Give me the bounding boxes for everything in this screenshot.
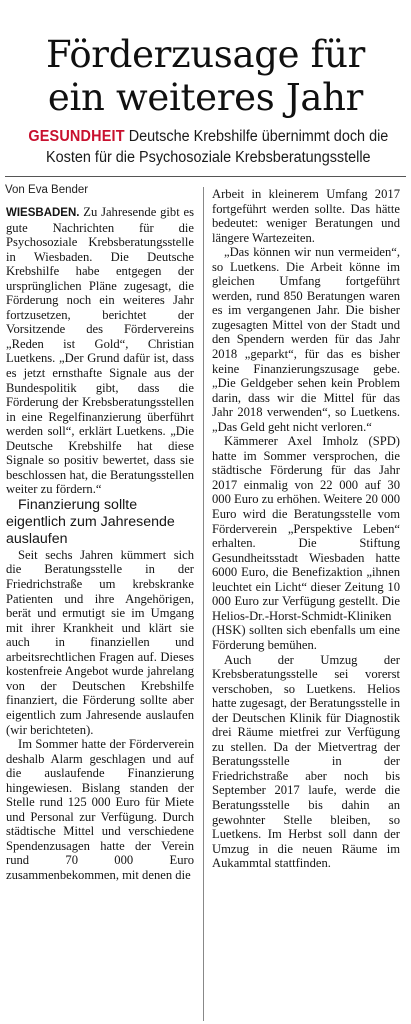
headline-line-1: Förderzusage für: [45, 32, 365, 76]
paragraph: Arbeit in kleinerem Umfang 2017 fortgeführt werden sollte. Das hätte bedeutet: weniger Beratungen und längere Wartezeiten.: [212, 187, 400, 245]
author-byline: Von Eva Bender: [5, 184, 89, 196]
headline: [0, 33, 411, 119]
rubric-label: GESUNDHEIT: [28, 128, 125, 145]
dateline: WIESBADEN.: [6, 207, 80, 219]
paragraph-text: Zu Jahresende gibt es gute Nachrichten für die Psychosoziale Krebsberatungsstelle in Wiesbaden. Die Deutsche Krebshilfe habe entgegen der ursprünglichen Pläne zugesagt, die Förderung noch ein weiteres Jahr fortzusetzen, berichtet der Vorsitzende des Fördervereins „Reden ist Gold“, Christian Luetkens. „Der Grund dafür ist, dass es jetzt ernsthafte Signale aus der Bundespolitik gibt, dass die Förderung der Krebsberatungsstellen in eine Regelfinanzierung überführt werden soll“, erklärt Luetkens. „Die Deutsche Krebshilfe hat diese Signale so positiv bewertet, dass sie beschlossen hat, die Beratungsstellen weiter zu fördern.“: [6, 205, 194, 497]
article-column-1: [6, 205, 194, 883]
divider-rule: [5, 176, 406, 177]
paragraph: Auch der Umzug der Krebsberatungsstelle sei vorerst verschoben, so Luetkens. Helios hatte zugesagt, der Beratungsstelle in der Deutschen Klinik für Diagnostik drei Räume mietfrei zur Verfügung zu stellen. Da der Mietvertrag der Beratungsstelle in der Friedrichstraße aber noch bis September 2017 laufe, werde die Beratungsstelle bis dahin an gewohnter Stelle bleiben, so Luetkens. Im Herbst soll dann der Umzug in die neuen Räume im Aukammtal stattfinden.: [212, 652, 400, 871]
column-divider: [203, 187, 204, 1021]
paragraph: Im Sommer hatte der Förderverein deshalb Alarm geschlagen und auf die auslaufende Finanzierung hingewiesen. Bislang standen der Stelle rund 125 000 Euro für Miete und Personal zur Verfügung. Durch städtische Mittel und verschiedene Spendenzusagen hatte der Verein rund 70 000 Euro zusammenbekommen, mit denen die: [6, 737, 194, 882]
subheading: Finanzierung sollte eigentlich zum Jahresende auslaufen: [6, 496, 175, 547]
paragraph: Kämmerer Axel Imholz (SPD) hatte im Sommer versprochen, die städtische Förderung für das Jahr 2017 einmalig von 22 000 auf 30 000 Euro zu erhöhen. Weitere 20 000 Euro wird die Beratungsstelle vom Förderverein „Perspektive Leben“ erhalten. Die Stiftung Gesundheitsstadt Wiesbaden hatte 6000 Euro, die Benefizaktion „ihnen leuchtet ein Licht“ dieser Zeitung 10 000 Euro zur Verfügung gestellt. Die Helios-Dr.-Horst-Schmidt-Kliniken (HSK) sollten sich ebenfalls um eine Förderung bemühen.: [212, 434, 400, 652]
paragraph: [6, 205, 194, 497]
article-column-2: [212, 187, 400, 871]
paragraph: Seit sechs Jahren kümmert sich die Beratungsstelle in der Friedrichstraße um krebskranke Patienten und ihre Angehörigen, berät und ermutigt sie im Umgang mit ihrer Krankheit und klärt sie auch in finanziellen und arbeitsrechtlichen Fragen auf. Dieses kostenfreie Angebot wurde jahrelang von der Deutschen Krebshilfe finanziert, die Förderung sollte aber eigentlich zum Jahresende auslaufen (wir berichteten).: [6, 547, 194, 737]
subheadline: [20, 126, 397, 168]
subheadline-text: Deutsche Krebshilfe übernimmt doch die Kosten für die Psychosoziale Krebsberatungsstelle: [46, 128, 389, 166]
paragraph: „Das können wir nun vermeiden“, so Luetkens. Die Arbeit könne im gleichen Umfang fortgeführt werden, rund 850 Beratungen waren es im vergangenen Jahr. Die bisher zugesagten Mittel von der Stadt und den Spendern werden für das Jahr 2018 „geparkt“, für das es bisher keine Finanzierungszusage gebe. „Die Geldgeber sehen kein Problem darin, dass wir die Mittel für das Jahr 2018 verwenden“, so Luetkens. „Das Geld geht nicht verloren.“: [212, 245, 400, 434]
headline-line-2: ein weiteres Jahr: [47, 75, 364, 119]
